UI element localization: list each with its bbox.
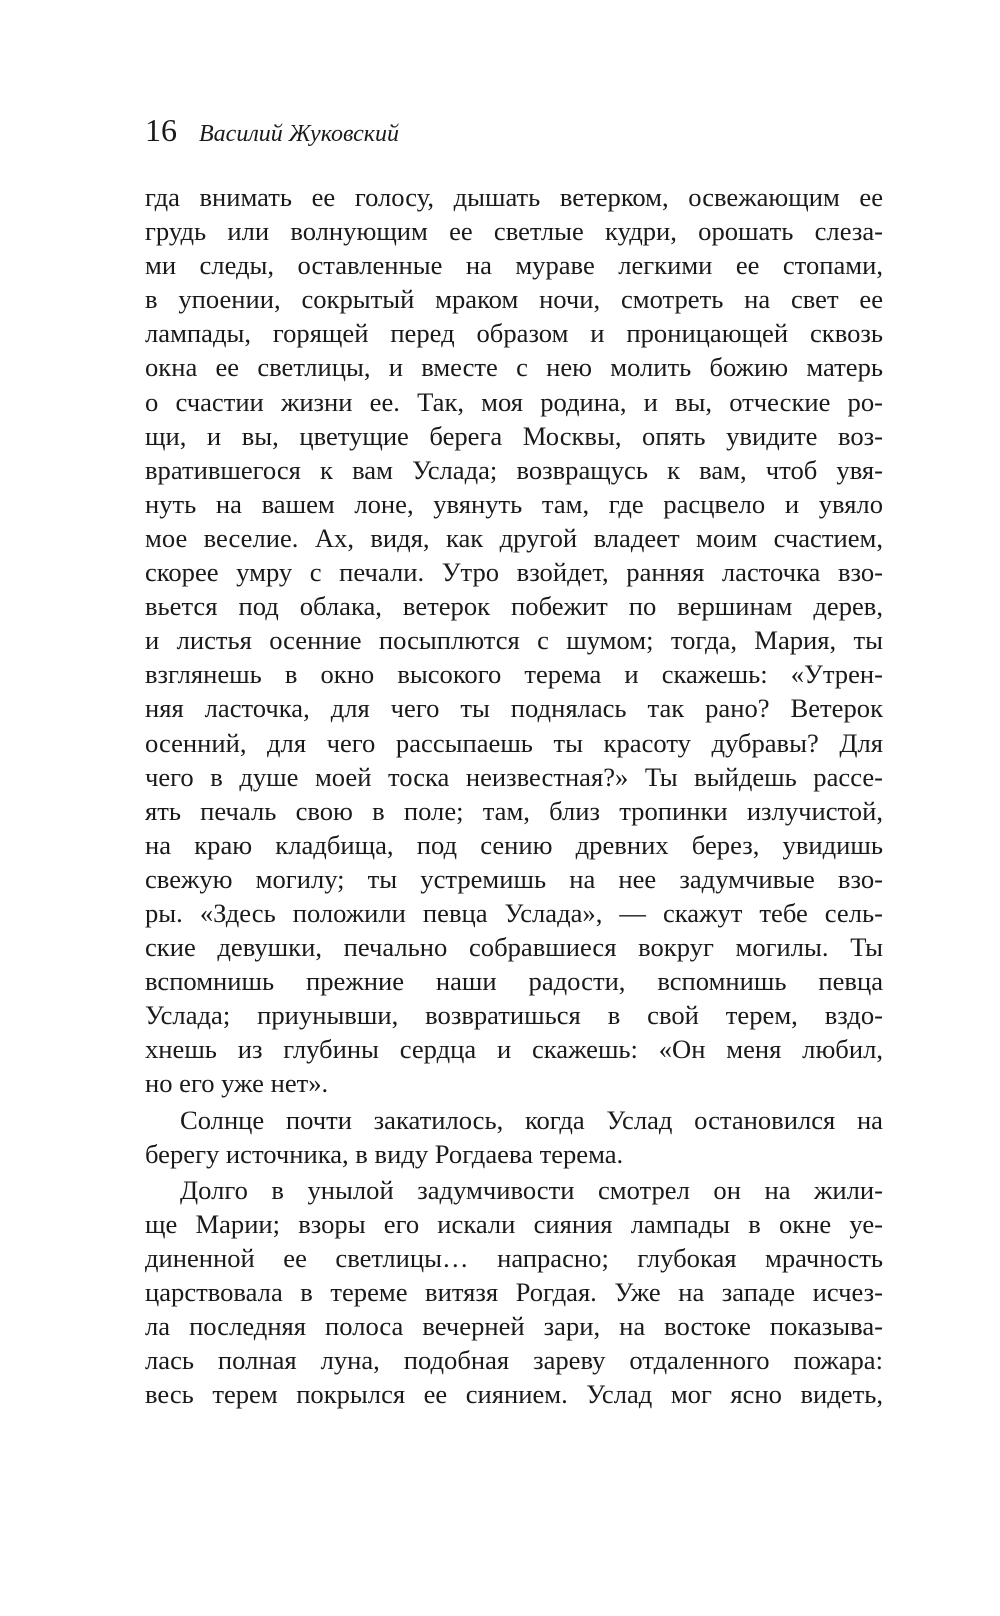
text-line: свежую могилу; ты устремишь на нее задумчивые взо- bbox=[145, 863, 883, 894]
text-line: о счастии жизни ее. Так, моя родина, и вы, отческие ро- bbox=[145, 386, 883, 417]
text-line: взглянешь в окно высокого терема и скажешь: «Утрен- bbox=[145, 659, 883, 690]
text-line: Солнце почти закатилось, когда Услад остановился на bbox=[180, 1104, 883, 1135]
text-line: в упоении, сокрытый мраком ночи, смотреть на свет ее bbox=[145, 284, 883, 315]
text-line: царствовала в тереме витязя Рогдая. Уже на западе исчез- bbox=[145, 1277, 883, 1307]
text-line: ла последняя полоса вечерней зари, на востоке показыва- bbox=[145, 1311, 883, 1342]
text-line: осенний, для чего рассыпаешь ты красоту дубравы? Для bbox=[145, 727, 883, 758]
text-line: и листья осенние посыплются с шумом; тогда, Мария, ты bbox=[145, 625, 883, 656]
text-line: ще Марии; взоры его искали сияния лампады в окне уе- bbox=[145, 1208, 883, 1239]
text-line: на краю кладбища, под сению древних берез, увидишь bbox=[145, 829, 883, 860]
text-line: диненной ее светлицы… напрасно; глубокая мрачность bbox=[145, 1242, 883, 1273]
text-line: вспомнишь прежние наши радости, вспомнишь певца bbox=[145, 966, 883, 997]
text-line: грудь или волнующим ее светлые кудри, орошать слеза- bbox=[145, 216, 883, 247]
text-line: Долго в унылой задумчивости смотрел он на жили- bbox=[180, 1174, 883, 1205]
text-line: ять печаль свою в поле; там, близ тропинки излучистой, bbox=[145, 795, 883, 826]
text-line: ские девушки, печально собравшиеся вокруг могилы. Ты bbox=[145, 932, 883, 963]
text-line: лась полная луна, подобная зареву отдаленного пожара: bbox=[145, 1345, 883, 1376]
text-line: ми следы, оставленные на мураве легкими ее стопами, bbox=[145, 250, 883, 281]
text-line: мое веселие. Ах, видя, как другой владеет моим счастием, bbox=[145, 522, 883, 553]
paragraph bbox=[145, 1173, 883, 1412]
text-line: нуть на вашем лоне, увянуть там, где расцвело и увяло bbox=[145, 488, 883, 519]
text-line: лампады, горящей перед образом и проницающей сквозь bbox=[145, 318, 883, 349]
running-header bbox=[145, 112, 399, 156]
text-line: вьется под облака, ветерок побежит по вершинам дерев, bbox=[145, 591, 883, 622]
text-line: чего в душе моей тоска неизвестная?» Ты выйдешь рассе- bbox=[145, 761, 883, 792]
paragraph bbox=[145, 1103, 883, 1171]
text-line: няя ласточка, для чего ты поднялась так рано? Ветерок bbox=[145, 693, 883, 724]
text-line: Услада; приунывши, возвратишься в свой терем, вздо- bbox=[145, 1000, 883, 1031]
text-line: скорее умру с печали. Утро взойдет, ранняя ласточка взо- bbox=[145, 557, 883, 588]
text-line: весь терем покрылся ее сиянием. Услад мог ясно видеть, bbox=[145, 1379, 883, 1410]
body-text bbox=[145, 180, 883, 1411]
paragraph bbox=[145, 180, 883, 1101]
text-line: гда внимать ее голосу, дышать ветерком, освежающим ее bbox=[145, 182, 883, 212]
running-head-author: Василий Жуковский bbox=[199, 121, 399, 147]
text-line: ры. «Здесь положили певца Услада», — скажут тебе сель- bbox=[145, 897, 883, 928]
text-line: берегу источника, в виду Рогдаева терема. bbox=[145, 1138, 624, 1169]
text-line: щи, и вы, цветущие берега Москвы, опять увидите воз- bbox=[145, 420, 883, 451]
text-line: но его уже нет». bbox=[145, 1068, 329, 1099]
text-line: хнешь из глубины сердца и скажешь: «Он меня любил, bbox=[145, 1034, 883, 1065]
page-number: 16 bbox=[145, 112, 177, 148]
text-line: вратившегося к вам Услада; возвращусь к вам, чтоб увя- bbox=[145, 454, 883, 485]
text-line: окна ее светлицы, и вместе с нею молить божию матерь bbox=[145, 352, 883, 383]
